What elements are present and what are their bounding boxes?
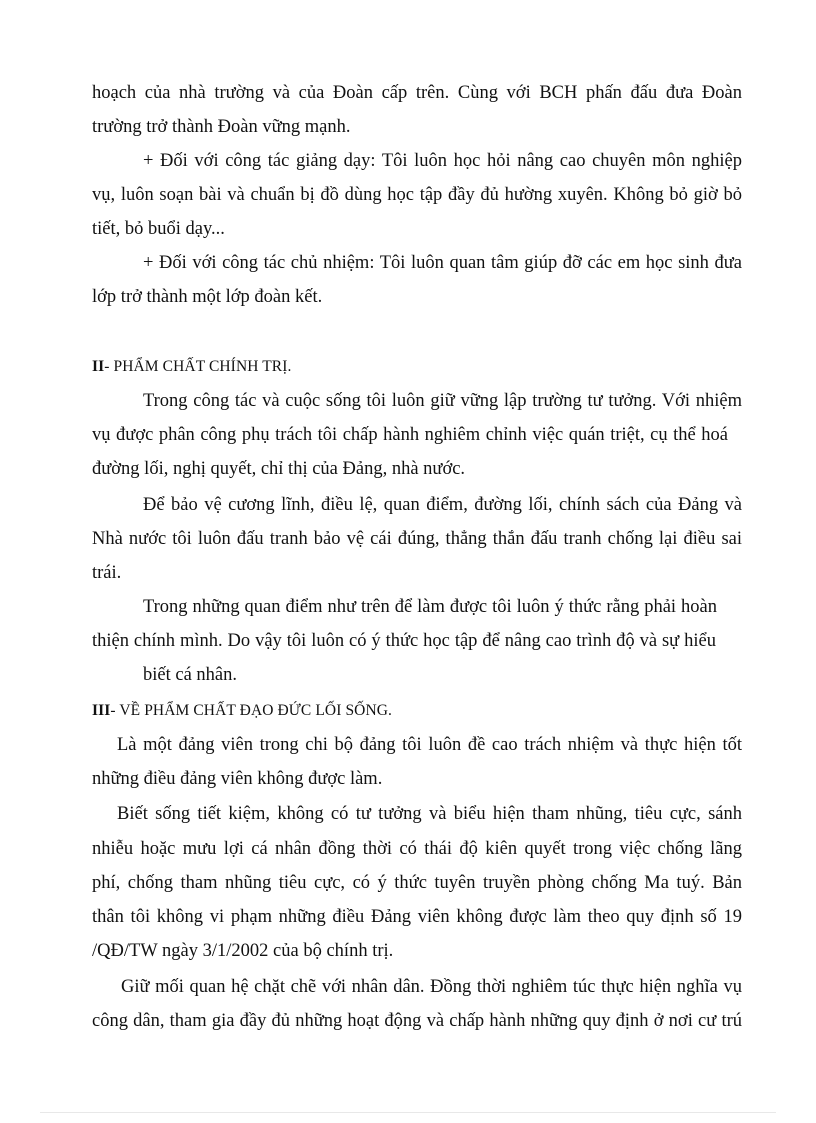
text-line: Trong công tác và cuộc sống tôi luôn giữ vững lập trường tư tưởng. Với nhiệm (143, 391, 742, 411)
text-line: Biết sống tiết kiệm, không có tư tưởng và biểu hiện tham nhũng, tiêu cực, sánh (117, 804, 742, 824)
text-line: đường lối, nghị quyết, chỉ thị của Đảng, nhà nước. (92, 459, 466, 479)
text-line: vụ, luôn soạn bài và chuẩn bị đồ dùng học tập đầy đủ hường xuyên. Không bỏ giờ bỏ (92, 185, 742, 205)
section-heading-2 (92, 350, 742, 384)
text-line: + Đối với công tác giảng dạy: Tôi luôn học hỏi nâng cao chuyên môn nghiệp (143, 151, 742, 171)
heading-number: II (92, 358, 105, 375)
text-line: Để bảo vệ cương lĩnh, điều lệ, quan điểm, đường lối, chính sách của Đảng và (143, 495, 742, 515)
heading-text: - PHẨM CHẤT CHÍNH TRỊ. (104, 358, 292, 375)
text-line: công dân, tham gia đầy đủ những hoạt động và chấp hành những quy định ở nơi cư trú (92, 1011, 742, 1031)
text-line: những điều đảng viên không được làm. (92, 769, 383, 789)
text-line: Giữ mối quan hệ chặt chẽ với nhân dân. Đồng thời nghiêm túc thực hiện nghĩa vụ (121, 977, 742, 997)
text-line: Trong những quan điểm như trên để làm được tôi luôn ý thức rằng phải hoàn (143, 597, 717, 617)
text-line: Nhà nước tôi luôn đấu tranh bảo vệ cái đúng, thẳng thắn đấu tranh chống lại điều sai (92, 529, 742, 549)
text-line: vụ được phân công phụ trách tôi chấp hành nghiêm chỉnh việc quán triệt, cụ thể hoá (92, 425, 728, 445)
page-bottom-edge (40, 1112, 776, 1113)
text-line: nhiễu hoặc mưu lợi cá nhân đồng thời có thái độ kiên quyết trong việc chống lãng (92, 839, 742, 859)
section-heading-3 (92, 694, 742, 728)
text-line: biết cá nhân. (143, 665, 237, 685)
text-line: lớp trở thành một lớp đoàn kết. (92, 287, 323, 307)
text-line: Là một đảng viên trong chi bộ đảng tôi luôn đề cao trách nhiệm và thực hiện tốt (117, 735, 742, 755)
text-line: trái. (92, 563, 122, 583)
text-line: phí, chống tham nhũng tiêu cực, có ý thức tuyên truyền phòng chống Ma tuý. Bản (92, 873, 742, 893)
text-line: trường trở thành Đoàn vững mạnh. (92, 117, 351, 137)
text-line: thiện chính mình. Do vậy tôi luôn có ý thức học tập để nâng cao trình độ và sự hiểu (92, 631, 716, 651)
text-line: hoạch của nhà trường và của Đoàn cấp trên. Cùng với BCH phấn đấu đưa Đoàn (92, 83, 742, 103)
text-line: thân tôi không vi phạm những điều Đảng viên không được làm theo quy định số 19 (92, 907, 742, 927)
heading-number: III (92, 702, 111, 719)
heading-text: - VỀ PHẨM CHẤT ĐẠO ĐỨC LỐI SỐNG. (110, 702, 393, 719)
text-line: + Đối với công tác chủ nhiệm: Tôi luôn quan tâm giúp đỡ các em học sinh đưa (143, 253, 742, 273)
text-line: /QĐ/TW ngày 3/1/2002 của bộ chính trị. (92, 941, 394, 961)
text-line: tiết, bỏ buổi dạy... (92, 219, 225, 239)
